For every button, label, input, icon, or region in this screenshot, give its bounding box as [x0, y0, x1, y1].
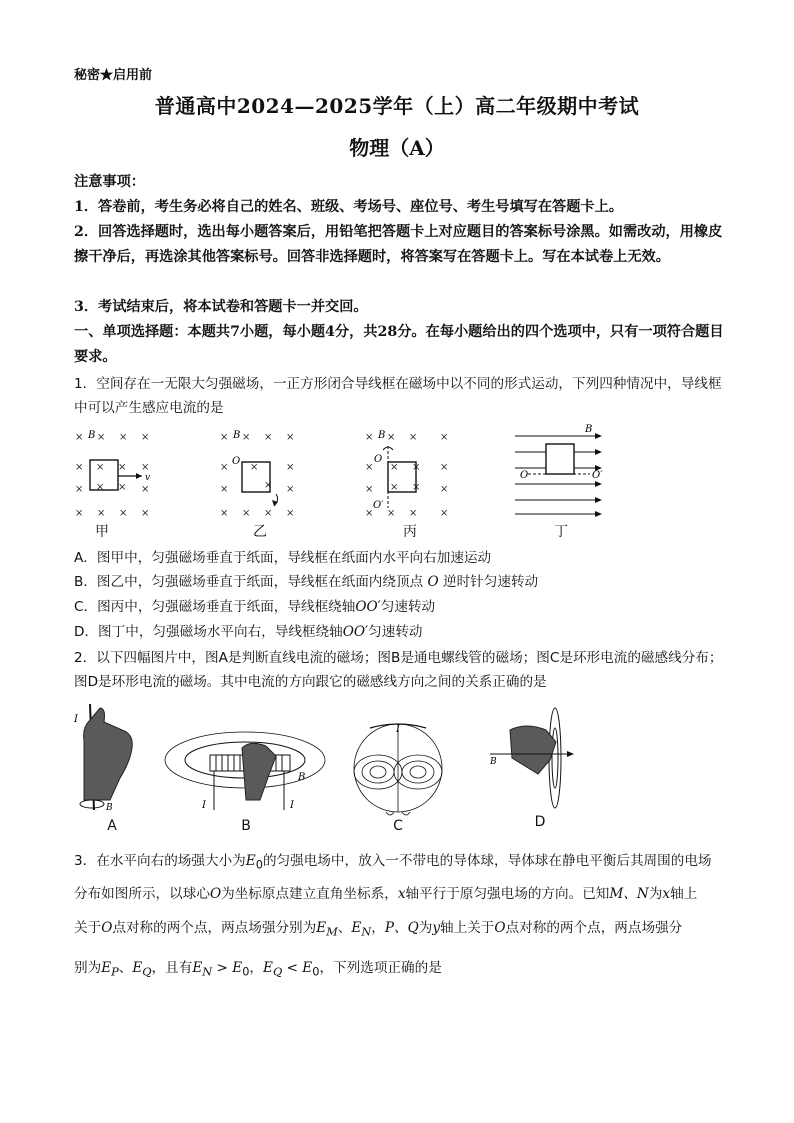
svg-text:×: ×	[365, 432, 374, 443]
svg-text:×: ×	[118, 462, 127, 473]
label-v: v	[145, 473, 151, 483]
q1-option-a: A．图甲中，匀强磁场垂直于纸面，导线框在纸面内水平向右加速运动	[74, 550, 492, 566]
fig-label-D: D	[534, 814, 546, 830]
fig-label-C: C	[393, 818, 403, 834]
svg-text:×: ×	[264, 508, 273, 519]
svg-text:×: ×	[412, 462, 421, 473]
svg-text:×: ×	[387, 508, 396, 519]
label-O-ding: O	[520, 470, 529, 481]
svg-text:×: ×	[264, 480, 273, 491]
label-I-C: I	[396, 724, 400, 735]
fig-label-yi: 乙	[253, 524, 267, 540]
figure-yi	[220, 430, 294, 519]
svg-text:×: ×	[286, 462, 295, 473]
svg-text:×: ×	[118, 482, 127, 493]
label-B-bing: B	[378, 430, 386, 441]
q1-figures	[70, 424, 630, 524]
q2-stem: 2．以下四幅图片中，图A是判断直线电流的磁场；图B是通电螺线管的磁场；图C是环形电流的磁感线分布；图D是环形电流的磁场。其中电流的方向跟它的磁感线方向之间的关系正确的是	[74, 650, 723, 690]
secret-label: 秘密★启用前	[74, 68, 153, 83]
label-Op-ding: O′	[592, 470, 603, 481]
svg-text:×: ×	[97, 508, 106, 519]
label-B-ding: B	[585, 424, 593, 435]
svg-text:×: ×	[387, 432, 396, 443]
label-I-A: I	[74, 714, 78, 725]
svg-text:×: ×	[220, 462, 229, 473]
svg-text:×: ×	[409, 432, 418, 443]
figure-A	[73, 704, 132, 813]
q3-line-4: 别为$E_P$、$E_Q$，且有$E_N > E_0$，$E_Q < E_0$，下列选项正确的是	[74, 960, 442, 979]
label-B-jia: B	[88, 430, 96, 441]
notice-heading: 注意事项：	[74, 174, 145, 190]
svg-text:×: ×	[390, 482, 399, 493]
notice-item-3: 3．考试结束后，将本试卷和答题卡一并交回。	[74, 299, 368, 315]
fig-label-ding: 丁	[554, 524, 568, 540]
svg-text:×: ×	[440, 484, 449, 495]
svg-text:×: ×	[286, 432, 295, 443]
svg-text:×: ×	[141, 462, 150, 473]
notice-item-2: 2．回答选择题时，选出每小题答案后，用铅笔把答题卡上对应题目的答案标号涂黑。如需改动，用橡皮擦干净后，再选涂其他答案标号。回答非选择题时，将答案写在答题卡上。写在本试卷上无效。	[74, 224, 723, 265]
q3-line-3: 关于O点对称的两个点，两点场强分别为$E_M$、$E_N$，P、Q为y轴上关于O点对称的两个点，两点场强分	[74, 920, 683, 939]
svg-text:×: ×	[440, 462, 449, 473]
fig-label-B: B	[241, 818, 251, 834]
svg-text:×: ×	[75, 484, 84, 495]
svg-text:×: ×	[220, 484, 229, 495]
q1-option-b: B．图乙中，匀强磁场垂直于纸面，导线框在纸面内绕顶点 O 逆时针匀速转动	[74, 574, 539, 590]
svg-text:×: ×	[286, 508, 295, 519]
label-Op-bing: O′	[373, 500, 384, 511]
svg-text:×: ×	[75, 432, 84, 443]
svg-text:×: ×	[365, 508, 374, 519]
q1-option-d: D．图丁中，匀强磁场水平向右，导线框绕轴OO′匀速转动	[74, 624, 423, 640]
q3-line-1: 3．在水平向右的场强大小为$E_0$的匀强电场中，放入一不带电的导体球，导体球在静电平衡后其周围的电场	[74, 853, 712, 872]
label-B-yi: B	[233, 430, 241, 441]
fig-label-jia: 甲	[95, 524, 109, 540]
svg-text:×: ×	[141, 432, 150, 443]
figure-ding	[515, 424, 603, 517]
svg-text:×: ×	[365, 484, 374, 495]
notice-item-1: 1．答卷前，考生务必将自己的姓名、班级、考场号、座位号、考生号填写在答题卡上。	[74, 199, 623, 215]
svg-text:×: ×	[96, 462, 105, 473]
label-B-B: B	[298, 772, 306, 783]
figure-bing	[365, 430, 448, 519]
svg-text:×: ×	[141, 484, 150, 495]
svg-text:×: ×	[365, 462, 374, 473]
label-I-B2: I	[290, 800, 294, 811]
svg-text:×: ×	[440, 508, 449, 519]
label-O-bing: O	[374, 454, 383, 465]
exam-title: 普通高中2024—2025学年（上）高二年级期中考试	[154, 94, 640, 118]
svg-text:×: ×	[75, 508, 84, 519]
svg-text:×: ×	[286, 484, 295, 495]
figure-C	[354, 724, 442, 815]
figure-jia	[75, 430, 150, 519]
svg-text:×: ×	[119, 432, 128, 443]
q1-stem: 1．空间存在一无限大匀强磁场，一正方形闭合导线框在磁场中以不同的形式运动，下列四种情况中，导线框中可以产生感应电流的是	[74, 376, 722, 416]
figure-D	[489, 708, 574, 808]
label-O-yi: O	[232, 456, 241, 467]
svg-text:×: ×	[412, 482, 421, 493]
svg-text:×: ×	[440, 432, 449, 443]
svg-text:×: ×	[141, 508, 150, 519]
label-I-B1: I	[202, 800, 206, 811]
figure-B	[165, 732, 325, 811]
svg-text:×: ×	[75, 462, 84, 473]
svg-text:×: ×	[390, 462, 399, 473]
svg-text:×: ×	[220, 432, 229, 443]
svg-text:×: ×	[264, 432, 273, 443]
fig-label-bing: 丙	[403, 524, 417, 540]
q1-option-c: C．图丙中，匀强磁场垂直于纸面，导线框绕轴OO′匀速转动	[74, 599, 436, 615]
section-heading: 一、单项选择题：本题共7小题，每小题4分，共28分。在每小题给出的四个选项中，只有一项符合题目要求。	[74, 324, 724, 365]
fig-label-A: A	[107, 818, 117, 834]
svg-text:×: ×	[409, 508, 418, 519]
svg-text:×: ×	[119, 508, 128, 519]
svg-text:×: ×	[96, 482, 105, 493]
svg-text:×: ×	[250, 462, 259, 473]
svg-text:×: ×	[97, 432, 106, 443]
svg-text:×: ×	[242, 432, 251, 443]
subject-title: 物理（A）	[349, 136, 445, 160]
label-B-D: B	[490, 757, 497, 767]
q2-figures	[70, 700, 590, 820]
label-B-A: B	[106, 803, 113, 813]
svg-text:×: ×	[242, 508, 251, 519]
svg-text:×: ×	[220, 508, 229, 519]
q3-line-2: 分布如图所示，以球心O为坐标原点建立直角坐标系，x轴平行于原匀强电场的方向。已知M、N为x轴上	[74, 886, 698, 902]
